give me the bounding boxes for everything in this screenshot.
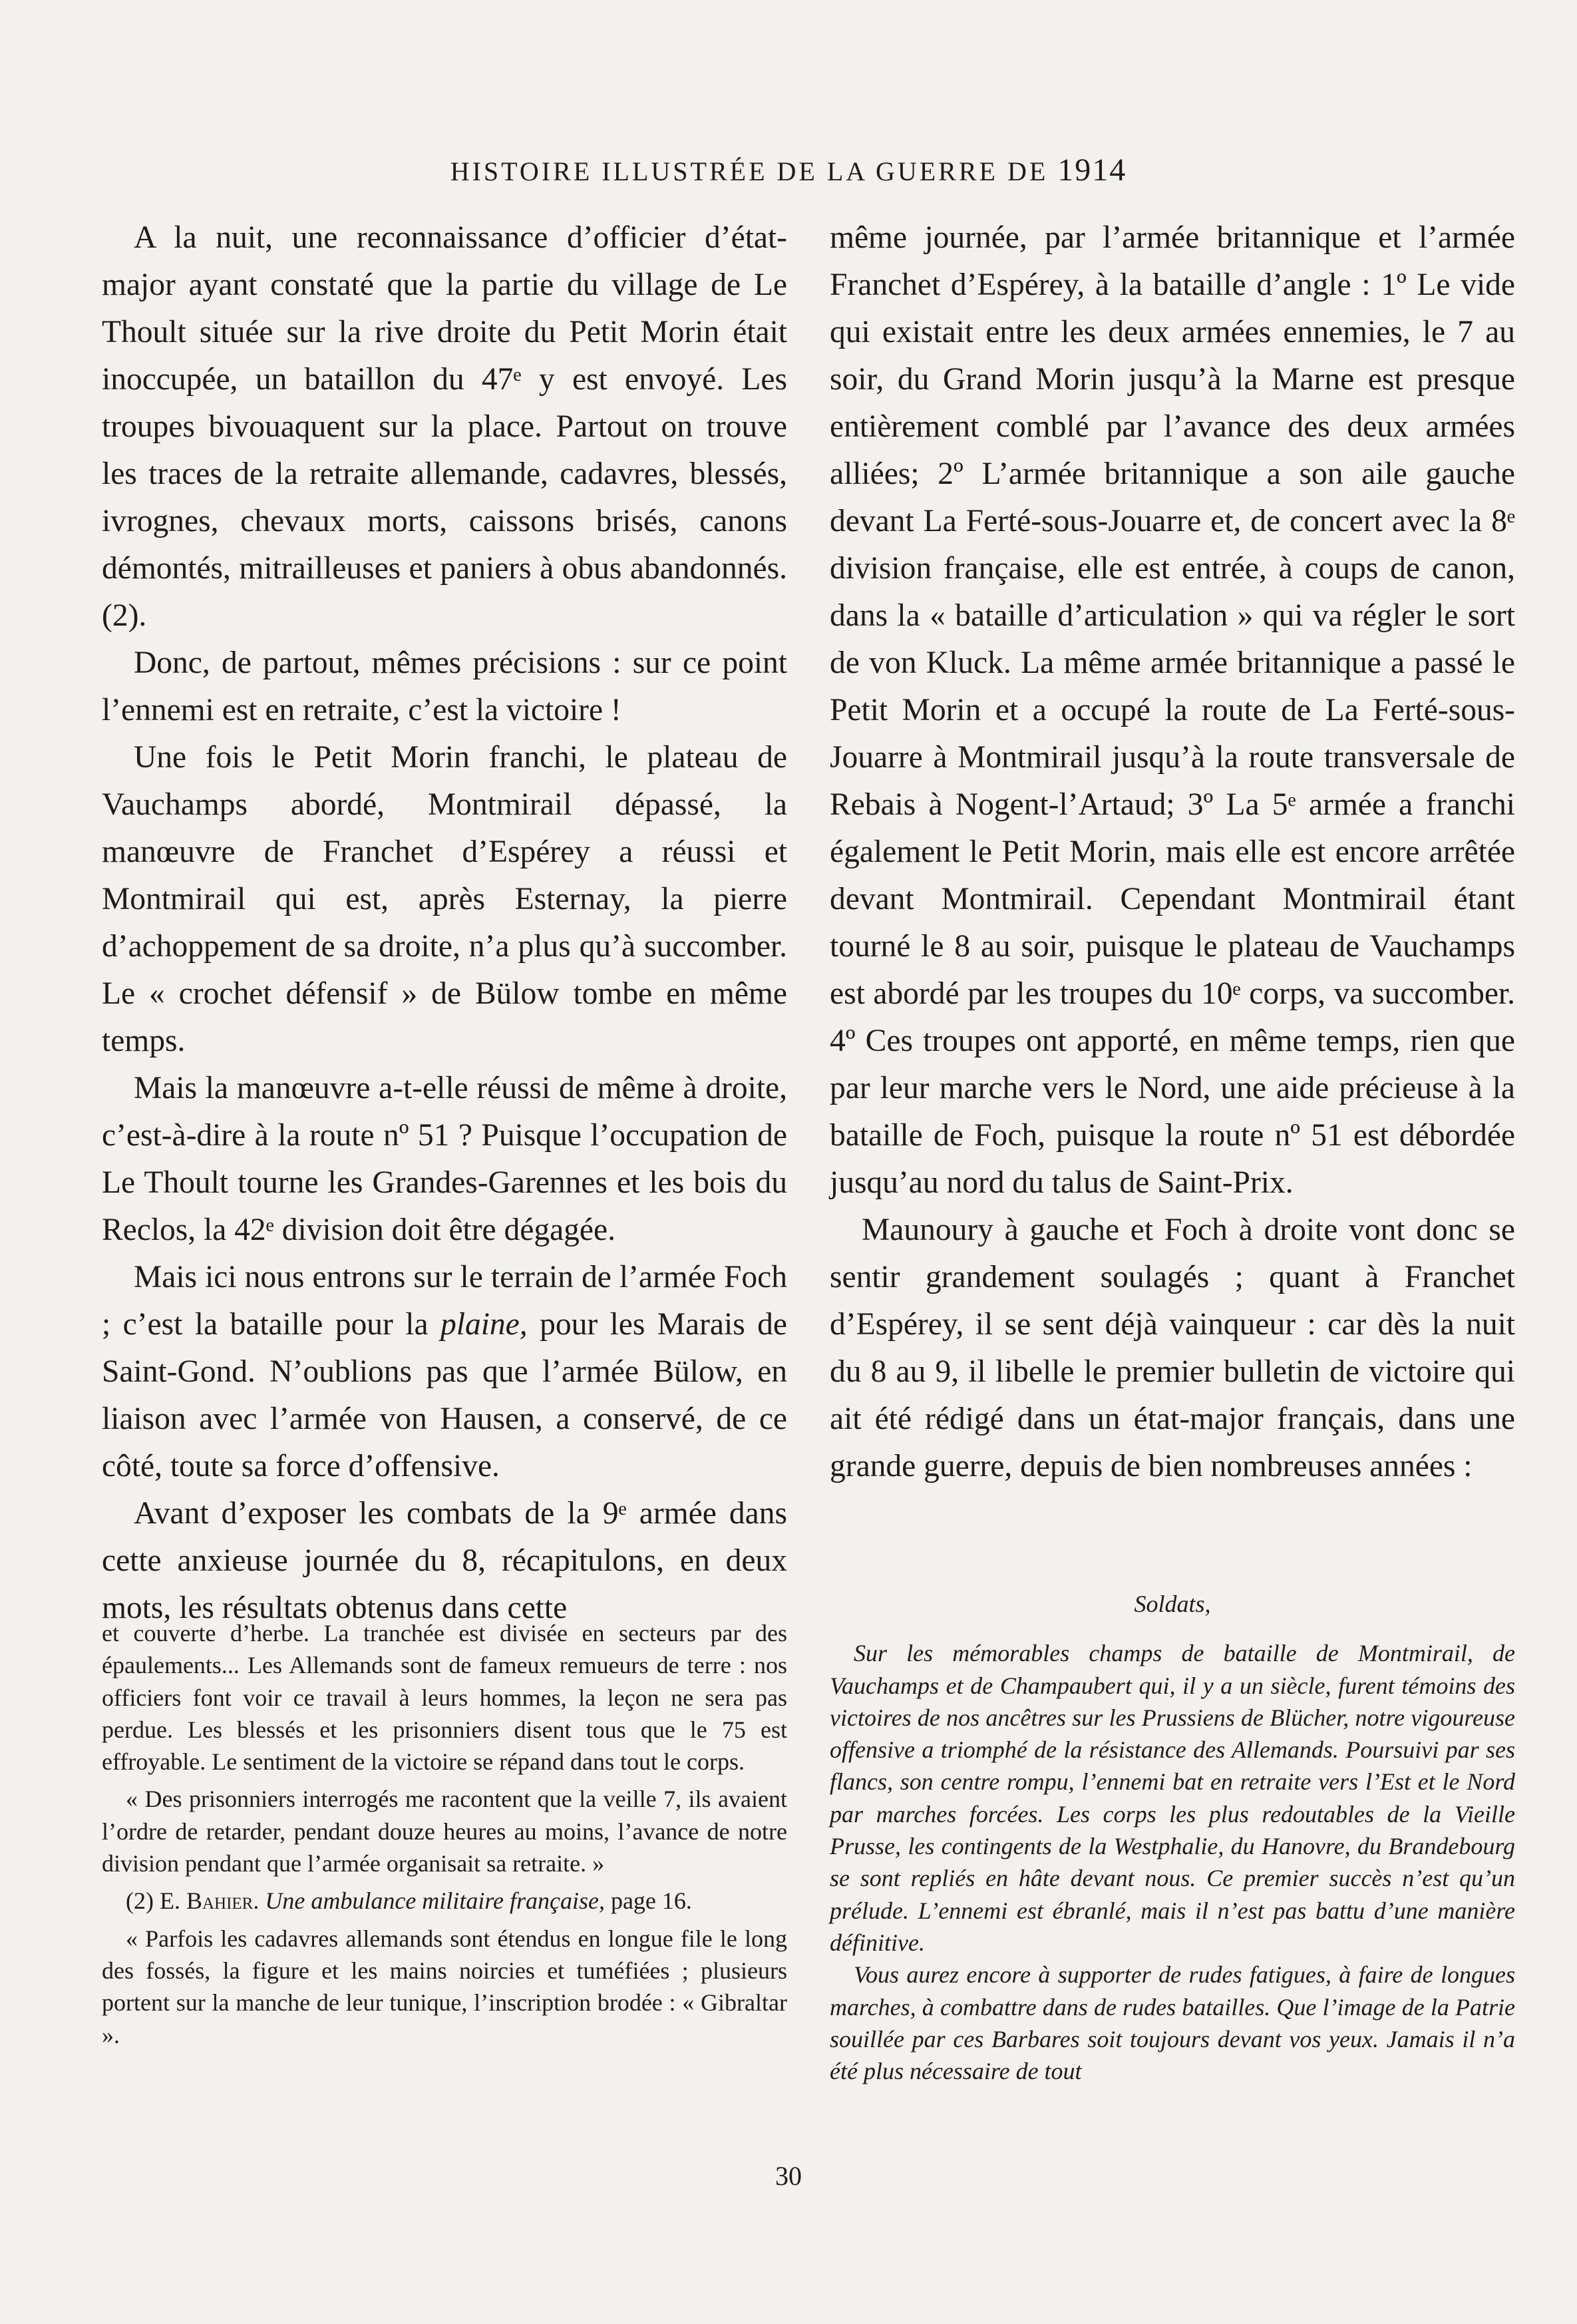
victory-bulletin xyxy=(830,1588,1515,2087)
left-paragraph-3: Une fois le Petit Morin franchi, le plateau de Vauchamps abordé, Montmirail dépassé, la manœuvre de Franchet d’Espérey a réussi et Montmirail qui est, après Esternay, la pierre d’achoppement de sa droite, n’a plus qu’à succomber. Le « crochet défensif » de Bülow tombe en même temps. xyxy=(102,740,787,1058)
footnote-reference xyxy=(102,1885,787,1917)
left-footnotes xyxy=(102,1617,787,2056)
left-paragraph-6: Avant d’exposer les combats de la 9ᵉ armée dans cette anxieuse journée du 8, récapitulons, en deux mots, les résultats obtenus dans cette xyxy=(102,1496,787,1625)
footnote-ref-number: (2) E. xyxy=(126,1887,180,1915)
left-paragraph-4: Mais la manœuvre a-t-elle réussi de même à droite, c’est-à-dire à la route nº 51 ? Puisque l’occupation de Le Thoult tourne les Grandes-Garennes et les bois du Reclos, la 42ᵉ division doit être dégagée. xyxy=(102,1071,787,1247)
left-paragraph-2: Donc, de partout, mêmes précisions : sur ce point l’ennemi est en retraite, c’est la victoire ! xyxy=(102,646,787,727)
footnote-ref-page: page 16. xyxy=(610,1887,692,1915)
right-paragraph-2: Maunoury à gauche et Foch à droite vont donc se sentir grandement soulagés ; quant à Franchet d’Espérey, il se sent déjà vainqueur : car dès la nuit du 8 au 9, il libelle le premier bulletin de victoire qui ait été rédigé dans un état-major français, dans une grande guerre, depuis de bien nombreuses années : xyxy=(830,1213,1515,1483)
bulletin-paragraph-1: Sur les mémorables champs de bataille de Montmirail, de Vauchamps et de Champaubert qui, il y a un siècle, furent témoins des victoires de nos ancêtres sur les Prussiens de Blücher, notre vigoureuse offensive a triomphé de la résistance des Allemands. Poursuivi par ses flancs, son centre rompu, l’ennemi bat en retraite vers l’Est et le Nord par marches forcées. Les corps les plus redoutables de la Vieille Prusse, les contingents de la Westphalie, du Hanovre, du Brandebourg se sont repliés en hâte devant nous. Ce premier succès n’est qu’un prélude. L’ennemi est ébranlé, mais il n’est pas battu d’une manière définitive. xyxy=(830,1640,1515,1956)
running-header-title: HISTOIRE ILLUSTRÉE DE LA GUERRE DE xyxy=(450,156,1049,186)
left-paragraph-5 xyxy=(102,1254,787,1490)
left-paragraph-5-italic: plaine, xyxy=(440,1307,528,1342)
footnote-ref-title: Une ambulance militaire française, xyxy=(265,1887,605,1915)
left-column xyxy=(102,214,787,1632)
bulletin-salutation: Soldats, xyxy=(1134,1591,1211,1617)
left-paragraph-1: A la nuit, une reconnaissance d’officier d’état-major ayant constaté que la partie du village de Le Thoult située sur la rive droite du Petit Morin était inoccupée, un bataillon du 47ᵉ y est envoyé. Les troupes bivouaquent sur la place. Partout on trouve les traces de la retraite allemande, cadavres, blessés, ivrognes, chevaux morts, caissons brisés, canons démontés, mitrailleuses et paniers à obus abandonnés. (2). xyxy=(102,220,787,633)
running-header xyxy=(0,152,1577,188)
footnote-ref-author: Bahier. xyxy=(186,1887,260,1915)
left-paragraph-5-start: Mais ici nous entrons sur le terrain de l’armée Foch ; c’est la bataille pour la xyxy=(102,1260,787,1342)
footnote-paragraph-3: « Parfois les cadavres allemands sont étendus en longue file le long des fossés, la figure et les mains noircies et tuméfiées ; plusieurs portent sur la manche de leur tunique, l’inscription brodée : « Gibraltar ». xyxy=(102,1925,787,2048)
page-number: 30 xyxy=(775,2161,802,2191)
footnote-paragraph-1: et couverte d’herbe. La tranchée est divisée en secteurs par des épaulements... Les Allemands sont de fameux remueurs de terre : nos officiers font voir ce travail à leurs hommes, la leçon ne sera pas perdue. Les blessés et les prisonniers disent tous que le 75 est effroyable. Le sentiment de la victoire se répand dans tout le corps. xyxy=(102,1620,787,1776)
running-header-year: 1914 xyxy=(1057,152,1127,188)
right-column xyxy=(830,214,1515,1490)
left-paragraph-5-end: pour les Marais de Saint-Gond. N’oublions pas que l’armée Bülow, en liaison avec l’armée von Hausen, a conservé, de ce côté, toute sa force d’offensive. xyxy=(102,1307,787,1483)
right-paragraph-1: même journée, par l’armée britannique et l’armée Franchet d’Espérey, à la bataille d’angle : 1º Le vide qui existait entre les deux armées ennemies, le 7 au soir, du Grand Morin jusqu’à la Marne est presque entièrement comblé par l’avance des deux armées alliées; 2º L’armée britannique a son aile gauche devant La Ferté-sous-Jouarre et, de concert avec la 8ᵉ division française, elle est entrée, à coups de canon, dans la « bataille d’articulation » qui va régler le sort de von Kluck. La même armée britannique a passé le Petit Morin et a occupé la route de La Ferté-sous-Jouarre à Montmirail jusqu’à la route transversale de Rebais à Nogent-l’Artaud; 3º La 5ᵉ armée a franchi également le Petit Morin, mais elle est encore arrêtée devant Montmirail. Cependant Montmirail étant tourné le 8 au soir, puisque le plateau de Vauchamps est abordé par les troupes du 10ᵉ corps, va succomber. 4º Ces troupes ont apporté, en même temps, rien que par leur marche vers le Nord, une aide précieuse à la bataille de Foch, puisque la route nº 51 est débordée jusqu’au nord du talus de Saint-Prix. xyxy=(830,220,1515,1200)
bulletin-paragraph-2: Vous aurez encore à supporter de rudes fatigues, à faire de longues marches, à combattre dans de rudes batailles. Que l’image de la Patrie souillée par ces Barbares soit toujours devant vos yeux. Jamais il n’a été plus nécessaire de tout xyxy=(830,1961,1515,2085)
footnote-paragraph-2: « Des prisonniers interrogés me racontent que la veille 7, ils avaient l’ordre de retarder, pendant douze heures au moins, l’avance de notre division pendant que l’armée organisait sa retraite. » xyxy=(102,1786,787,1877)
